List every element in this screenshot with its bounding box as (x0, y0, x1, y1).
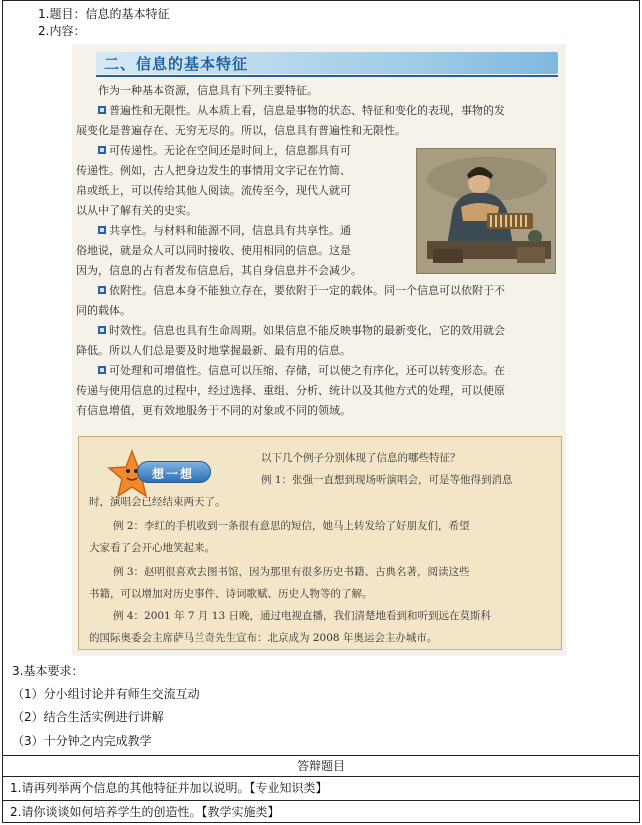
text-line: 同的载体。 (76, 304, 131, 317)
think-line: 例 1：张强一直想到现场听演唱会，可是等他得到消息 (261, 474, 513, 486)
row-divider (2, 755, 640, 756)
text-line: 降低。所以人们总是要及时地掌握最新、最有用的信息。 (76, 344, 351, 357)
think-line: 时，演唱会已经结束两天了。 (89, 496, 226, 508)
text-line: 传递性。例如，古人把身边发生的事情用文字记在竹简、 (76, 164, 351, 177)
think-line: 书籍，可以增加对历史事件、诗词歌赋、历史人物等的了解。 (89, 588, 373, 600)
row-divider (2, 800, 640, 801)
think-line: 以下几个例子分别体现了信息的哪些特征？ (261, 452, 461, 464)
think-line: 例 4：2001 年 7 月 13 日晚，通过电视直播，我们清楚地看到和听到远在莫斯科 (113, 610, 491, 622)
defense-question: 2.请你谈谈如何培养学生的创造性。【教学实施类】 (10, 805, 280, 819)
text-line: 作为一种基本资源，信息具有下列主要特征。 (98, 84, 318, 97)
text-line: 普遍性和无限性。从本质上看，信息是事物的状态、特征和变化的表现，事物的发 (98, 104, 505, 118)
think-badge (137, 461, 211, 483)
requirement-item: （1）分小组讨论并有师生交流互动 (12, 687, 200, 701)
requirement-item: （2）结合生活实例进行讲解 (12, 710, 164, 724)
section-title: 二、信息的基本特征 (104, 55, 249, 73)
bullet-square-icon (98, 106, 106, 114)
text-line: 传递与使用信息的过程中，经过选择、重组、分析、统计以及其他方式的处理，可以使原 (76, 384, 505, 397)
think-line: 大家看了会开心地笑起来。 (89, 542, 215, 554)
topic-line: 1.题目：信息的基本特征 (38, 7, 170, 21)
title-underline (96, 75, 558, 77)
ancient-scribe-illustration (416, 148, 556, 274)
requirements-heading: 3.基本要求： (12, 664, 84, 678)
text-line: 可处理和可增值性。信息可以压缩、存储，可以使之有序化，还可以转变形态。在 (98, 364, 505, 378)
think-line: 例 3：赵明很喜欢去图书馆，因为那里有很多历史书籍、古典名著，阅读这些 (113, 566, 470, 578)
requirement-item: （3）十分钟之内完成教学 (12, 734, 152, 748)
row-divider (2, 776, 640, 777)
defense-heading: 答辩题目 (296, 759, 345, 773)
bullet-square-icon (98, 146, 106, 154)
textbook-image (72, 44, 566, 656)
text-line: 帛或纸上，可以传给其他人阅读。流传至今，现代人就可 (76, 184, 351, 197)
content-label: 2.内容： (38, 24, 86, 38)
text-line: 因为，信息的占有者发布信息后，其自身信息并不会减少。 (76, 264, 362, 277)
think-line: 例 2：李红的手机收到一条很有意思的短信，她马上转发给了好朋友们，希望 (113, 520, 470, 532)
text-line: 俗地说，就是众人可以同时接收、使用相同的信息。这是 (76, 244, 351, 257)
section-title-bar (96, 52, 558, 74)
text-line: 有信息增值，更有效地服务于不同的对象或不同的领域。 (76, 404, 351, 417)
bullet-square-icon (98, 286, 106, 294)
think-badge-label: 想一想 (152, 467, 195, 481)
defense-question: 1.请再列举两个信息的其他特征并加以说明。【专业知识类】 (10, 781, 328, 795)
text-line: 时效性。信息也具有生命周期。如果信息不能反映事物的最新变化，它的效用就会 (98, 324, 505, 338)
bullet-square-icon (98, 226, 106, 234)
think-line: 的国际奥委会主席萨马兰奇先生宣布：北京成为 2008 年奥运会主办城市。 (89, 632, 438, 644)
bullet-square-icon (98, 326, 106, 334)
text-line: 依附性。信息本身不能独立存在，要依附于一定的载体。同一个信息可以依附于不 (98, 284, 505, 298)
text-line: 展变化是普遍存在、无穷无尽的。所以，信息具有普遍性和无限性。 (76, 124, 406, 137)
text-line: 可传递性。无论在空间还是时间上，信息都具有可 (98, 144, 351, 158)
text-line: 共享性。与材料和能源不同，信息具有共享性。通 (98, 224, 351, 238)
bullet-square-icon (98, 366, 106, 374)
think-box (78, 436, 562, 650)
text-line: 以从中了解有关的史实。 (76, 204, 197, 217)
